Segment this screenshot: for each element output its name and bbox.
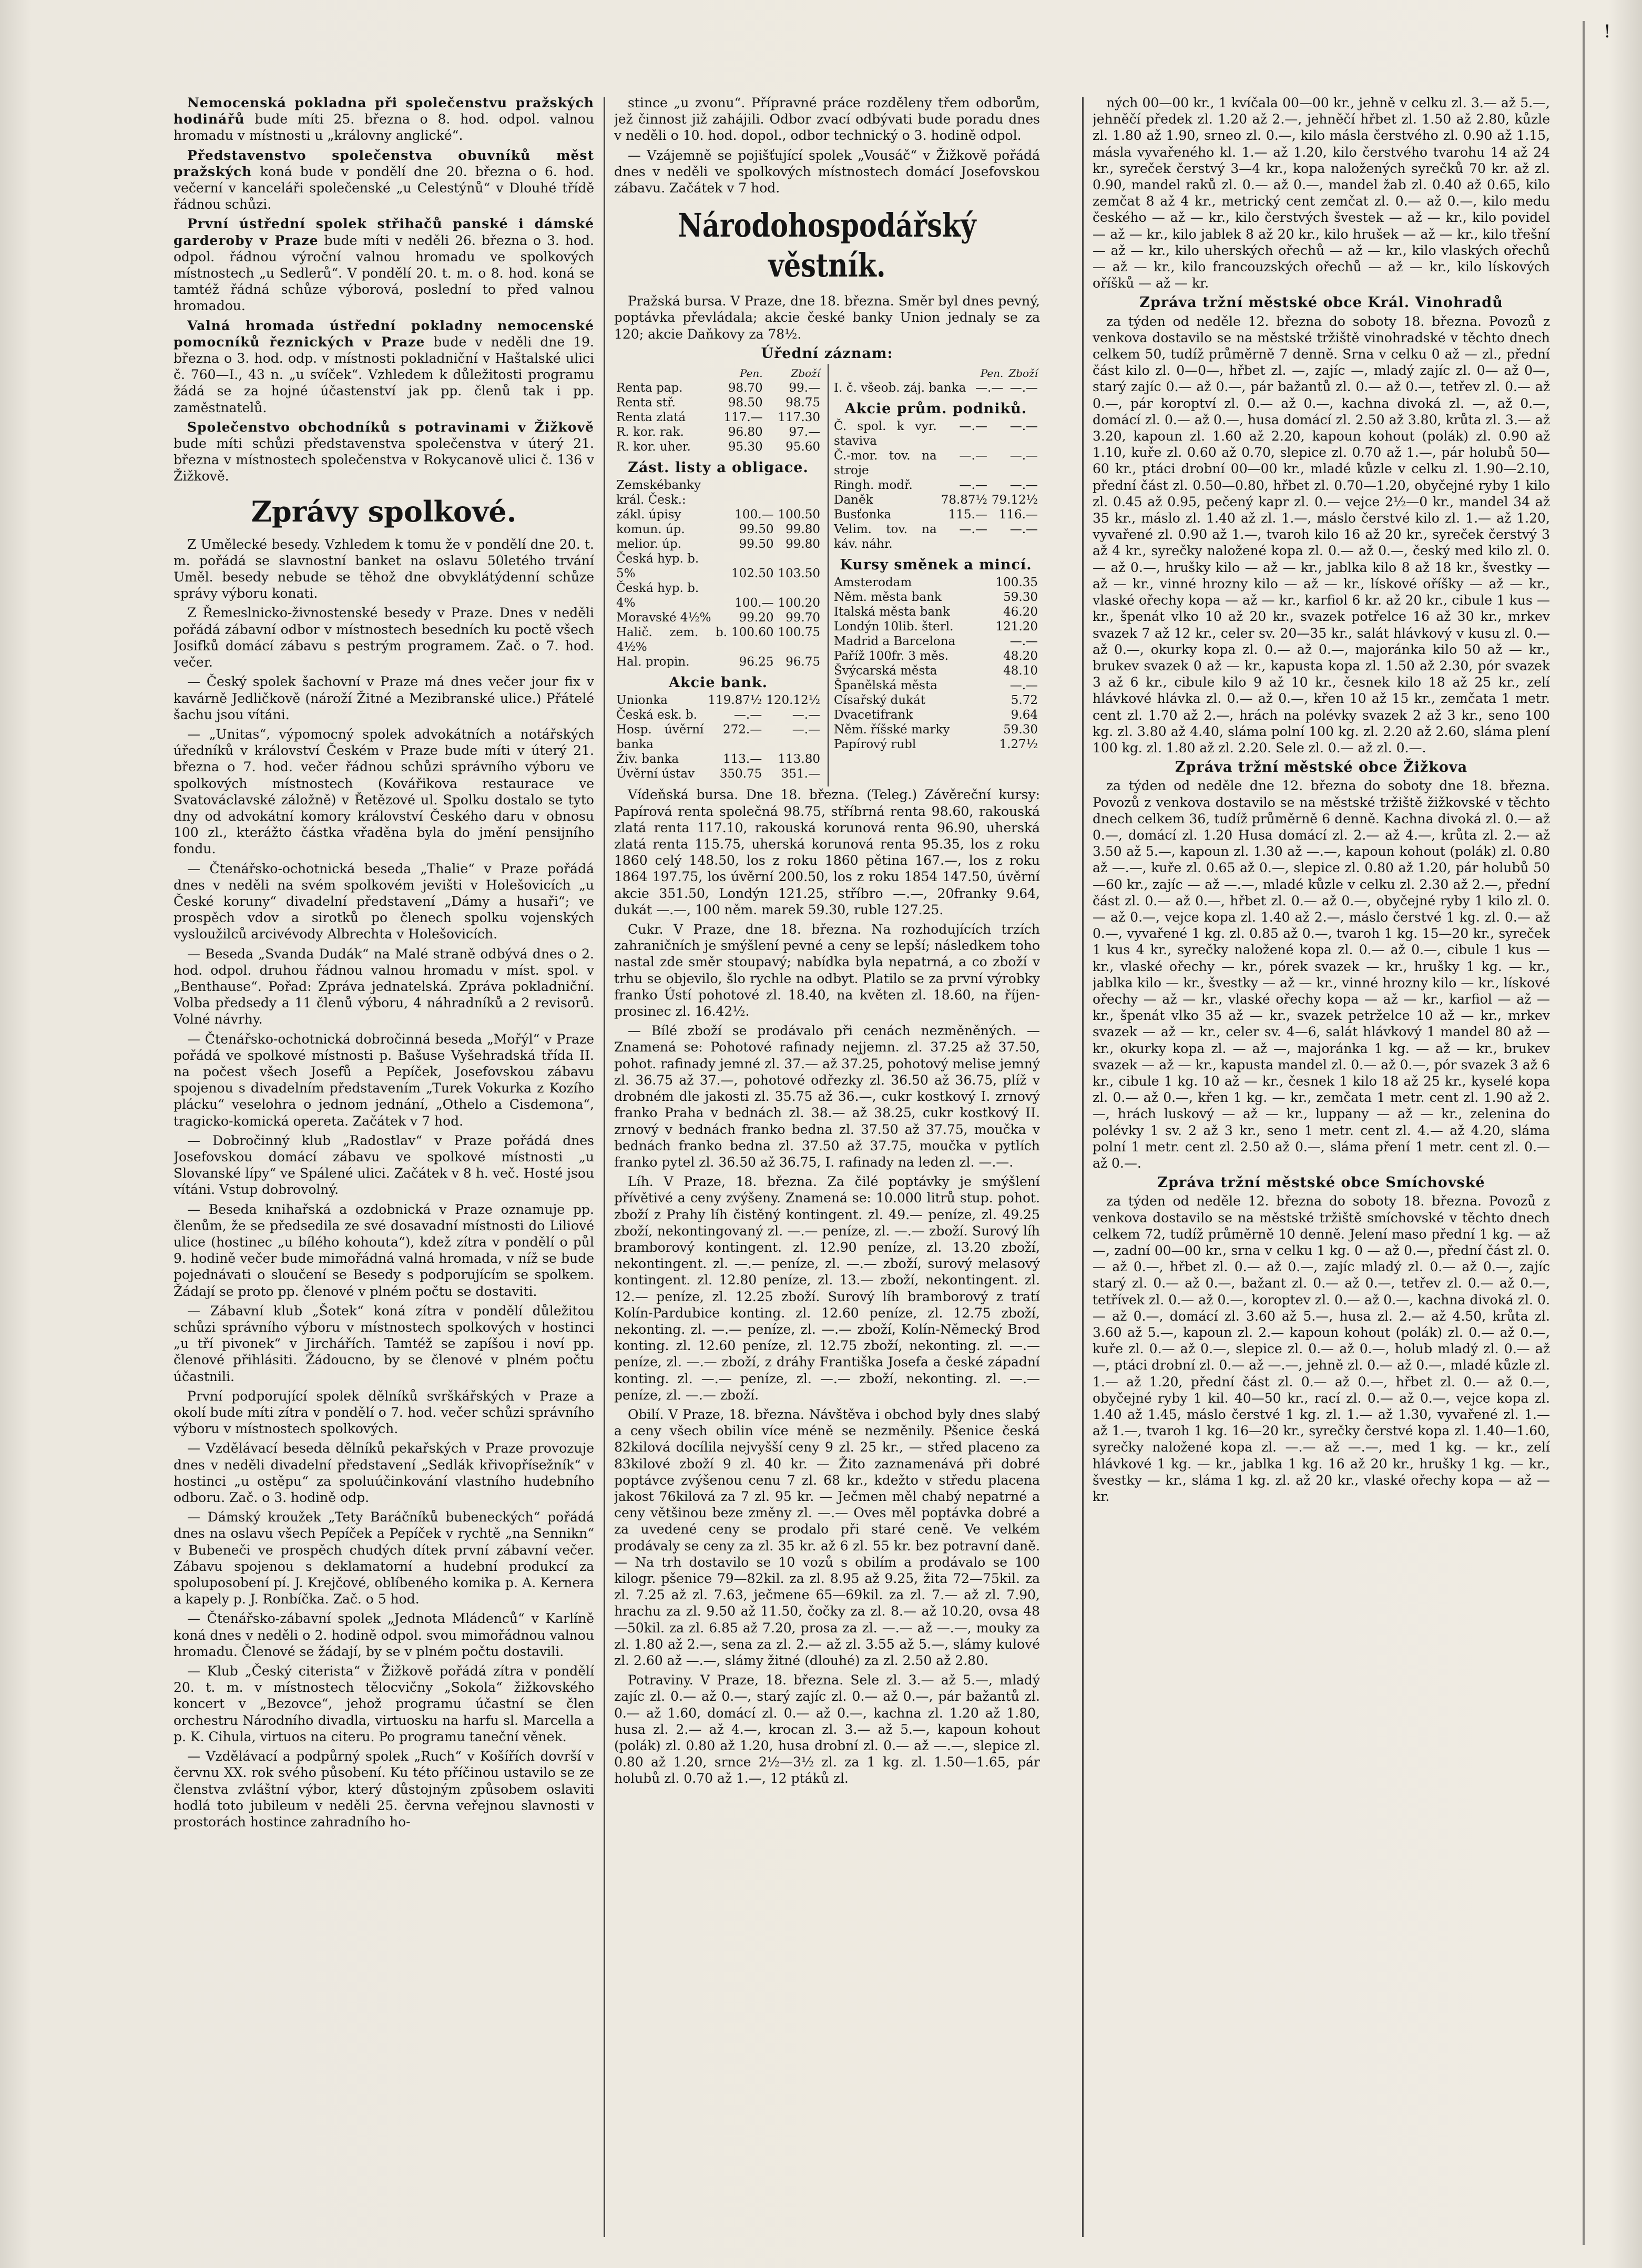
- row-label: Česká hyp. b.: [616, 581, 699, 596]
- quote-value: 115.—: [948, 508, 987, 522]
- notice: [174, 216, 594, 314]
- quote-value: 121.20: [995, 620, 1038, 634]
- table-row: [614, 440, 822, 454]
- quote-value: [980, 575, 985, 590]
- paragraph: — Klub „Český citerista“ v Žižkově pořádá zítra v pondělí 20. t. m. v místnostech tělocvičny „Sokola“ žižkovského koncert v „Bezovce“, jehož programu účastní se člen orchestru Národního divadla, virtuosku na harfu sl. Marcella a p. K. Cihula, virtuos na citeru. Po programu taneční věnek.: [174, 1663, 594, 1744]
- row-label: Španělská města: [834, 679, 937, 693]
- table-row: [614, 752, 822, 767]
- paragraph: stince „u zvonu“. Přípravné práce rozděleny třem odborům, jež činnost již zahájili. Odbor zvací odbývati bude poradu dnes v neděli o 10. hod. dopol., odbor technický o 3. hodině odpol.: [614, 95, 1040, 144]
- quote-value: 100.20: [778, 596, 820, 610]
- row-label: Hosp. úvěrní banka: [616, 723, 704, 752]
- quote-value: [729, 478, 776, 507]
- paragraph: — „Unitas“, výpomocný spolek advokátních a notářských úředníků v království Českém v Praze bude míti v úterý 21. března o 7. hod. večer řádnou schůzi správního výboru ve spolkových místnostech (Kovářikova restaurace ve Svatováclavské záložně) v Řetězové ul. Spolku dostalo se tyto dny od advokátní komory království Českého daru v obnosu 100 zl., kterážto částka vřaděna byla do jmění pensijního fondu.: [174, 726, 594, 857]
- quote-value: 96.75: [786, 655, 820, 669]
- paragraph: Vídeňská bursa. Dne 18. března. (Teleg.) Závěreční kursy: Papírová renta společná 98.75, stříbrná renta 98.60, rakouská zlatá renta 117.10, rakouská korunová renta 96.90, uherská zlatá renta 115.75, uherská korunová renta 95.35, los z roku 1860 celý 148.50, los z roku 1860 pětina 167.—, los z roku 1864 197.75, los úvěrní 200.50, los z roku 1854 147.50, úvěrní akcie 351.50, Londýn 121.25, stříbro —.—, 20franky 9.64, dukát —.—, 100 něm. marek 59.30, ruble 127.25.: [614, 787, 1040, 917]
- table-row: [614, 596, 822, 610]
- section-heading: Zprávy spolkové.: [251, 494, 517, 528]
- quote-value: 100.—: [735, 596, 774, 610]
- row-label: Něm. města bank: [834, 590, 942, 605]
- column-3: [1093, 95, 1550, 2240]
- paragraph: — Vzdělávací beseda dělníků pekařských v Praze provozuje dnes v neděli divadelní představení „Sedlák křivopřísežník“ v hostinci „u ostěpu“ za spoluúčinkování vlastního hudebního odboru. Zač. o 3. hodině odp.: [174, 1441, 594, 1506]
- table-row: [832, 448, 1040, 478]
- paragraph: za týden od neděle dne 12. března do soboty dne 18. března. Povozů z venkova dostavilo se na městské tržiště žižkovské v těchto dnech celkem 36, tudíž průměrně 6 denně. Kachna divoká zl. 0.— až 0.—, domácí zl. 1.20 Husa domácí zl. 2.— až 4.—, krůta zl. 2.— až 3.50 až 5.—, kapoun zl. 1.30 až —.—, kapoun kohout (polák) zl. 0.80 až —.—, kuře zl. 0.65 až 0.—, slepice zl. 0.80 až 1.20, pár holubů 50—60 kr., zajíc — až —.—, mladé kůzle v celku zl. 2.30 až 2.—, přední část zl. 0.— až 0.—, hřbet zl. 0.— až 0.—, obyčejné ryby 1 kilo zl. 0.— až 0.—, vejce kopa zl. 1.40 až 2.—, máslo čerstvé 1 kg. zl. 0.— až 0.—, vyvařené 1 kg. zl. 0.85 až 0.—, tvaroh 1 kg. 15—20 kr., syreček 1 kus 4 kr., syrečky naložené kopa zl. 0.— až 0.—, cibule 1 kus — kr., vlaské ořechy — kr., pórek svazek — kr., hrušky 1 kg. — kr., jablka kilo — kr., švestky — až — kr., vinné hrozny kilo — kr., lískové ořechy — až — kr., vlaské ořechy kopa — až — kr., karfiol — až — kr., špenát vlko 35 až — kr., svazek petrželce 10 až — kr., mrkev svazek — až — kr., celer sv. 4—6, salát hlávkový 1 mandel 80 až — kr., okurky kopa zl. — až —, majoránka 1 kg. — až — kr., brukev svazek — až — kr., kapusta mandel zl. 0.— až 0.—, pór svazek 3 až 6 kr., cibule 1 kg. 10 až — kr., česnek 1 kilo 18 až 25 kr., kyselé kopa zl. 0.— až 0.—, křen 1 kg. — kr., zemčata 1 metr. cent zl. 1.90 až 2.—, hrách luskový — až — kr., luppany — až — kr., zelenina do polévky 1 sv. 2 až 3 kr., seno 1 metr. cent zl. 4.— až 4.20, sláma polní 1 metr. cent zl. 2.50 až 0.—, sláma pření 1 metr. cent zl. 0.— až 0.—.: [1093, 778, 1550, 1171]
- row-label: 4%: [616, 596, 636, 610]
- quote-value: 98.50: [728, 396, 763, 410]
- quote-value: 117.—: [723, 411, 763, 425]
- quote-value: —.—: [792, 723, 820, 737]
- table-row: [832, 493, 1040, 507]
- row-label: Busťonka: [834, 508, 892, 522]
- paragraph: za týden od neděle 12. března do soboty 18. března. Povozů z venkova dostavilo se na městské tržiště smíchovské v těchto dnech celkem 72, tudíž průměrně 10 denně. Jelení maso přední 1 kg. — až —, zadní 00—00 kr., srna v celku 1 kg. 0 — až 0.—, přední část zl. 0.— až 0.—, hřbet zl. 0.— až 0.—, zajíc mladý zl. 0.— až 0.—, zajíc starý zl. 0.— až 0.—, bažant zl. 0.— až 0.—, tetřev zl. 0.— až 0.—, tetřívek zl. 0.— až 0.—, koroptev zl. 0.— až 0.—, kachna divoká zl. 0.— až 0.—, domácí zl. 3.60 až 5.—, husa zl. 2.— až 4.50, krůta zl. 3.60 až 5.—, kapoun zl. 2.— kapoun kohout (polák) zl. 0.— až 0.—, kuře zl. 0.— až 0.—, slepice zl. 0.— až 0.—, holub mladý zl. 0.— až —, ptáci drobní zl. 0.— až —.—, jehně zl. 0.— až 0.—, mladé kůzle zl. 1.— až 1.20, přední část zl. 0.— až 0.—, hřbet zl. 0.— až 0.—, obyčejné ryby 1 kil. 40—50 kr., rací zl. 0.— až 0.—, vejce kopa zl. 1.40 až 1.45, máslo čerstvé 1 kg. zl. 1.— až 1.30, vyvařené zl. 1.— až 1.—, tvaroh 1 kg. 16—20 kr., syrečky čerstvé kopa zl. 1.40—1.60, syrečky naložené kopa zl. —.— až —.—, med 1 kg. — kr., zelí hlávkové 1 kg. — kr., jablka 1 kg. 16 až 20 kr., hrušky 1 kg. — kr., švestky — kr., sláma 1 kg. zl. až 20 kr., vlaské ořechy kopa — až — kr.: [1093, 1193, 1550, 1505]
- paragraph: Potraviny. V Praze, 18. března. Sele zl. 3.— až 5.—, mladý zajíc zl. 0.— až 0.—, starý zajíc zl. 0.— až 0.—, pár bažantů zl. 0.— až 1.60, domácí zl. 0.— až 0.—, kachna zl. 1.20 až 1.80, husa zl. 2.— až 4.—, krocan zl. 3.— až 5.—, kapoun kohout (polák) zl. 0.80 až 1.20, husa drobní zl. 0.— až —.—, slepice zl. 0.80 až 1.20, srnce 2½—3½ zl. za 1 kg. zl. 1.50—1.65, pár holubů zl. 0.70 až 1.—, 12 ptáků zl.: [614, 1672, 1040, 1786]
- quote-value: [980, 722, 985, 737]
- notice: [174, 318, 594, 416]
- quote-value: 117.30: [778, 411, 820, 425]
- row-label: Dvacetifrank: [834, 708, 913, 722]
- row-label: Paříž 100fr. 3 měs.: [834, 649, 949, 663]
- quote-value: 5.72: [1011, 693, 1038, 708]
- quote-value: 59.30: [1003, 590, 1038, 605]
- table-row: [832, 678, 1040, 693]
- row-label: Daněk: [834, 493, 873, 507]
- quote-value: [776, 551, 822, 566]
- table-row: [614, 708, 822, 722]
- quote-value: —.—: [1009, 478, 1038, 493]
- quote-value: 98.70: [728, 381, 763, 395]
- row-label: Hal. propin.: [616, 655, 690, 669]
- quote-value: —.—: [975, 381, 1004, 395]
- quote-value: [980, 663, 985, 678]
- notice: [174, 419, 594, 485]
- quote-value: 98.75: [786, 396, 820, 410]
- table-row: [614, 722, 822, 752]
- quote-value: 272.—: [723, 723, 762, 737]
- quote-value: 100.35: [995, 576, 1038, 590]
- notice-title: Společenstvo obchodníků s potravinami v Žižkově: [187, 419, 594, 435]
- row-label: Halič. zem. b. 4½%: [616, 626, 728, 655]
- table-row: [614, 767, 822, 781]
- quote-value: 48.20: [1003, 649, 1038, 663]
- row-label: Něm. říšské marky: [834, 723, 950, 737]
- quote-value: —.—: [792, 708, 820, 722]
- quote-value: 48.10: [1003, 664, 1038, 678]
- table-row: [832, 381, 1040, 395]
- quote-value: 113.—: [723, 752, 762, 767]
- quote-value: 99.20: [739, 611, 774, 625]
- paragraph: — Beseda „Svanda Dudák“ na Malé straně odbývá dnes o 2. hod. odpol. druhou řádnou valnou hromadu v míst. spol. v „Benthause“. Pořad: Zpráva jednatelská. Zpráva pokladniční. Volba předsedy a 11 členů výboru, 4 náhradníků a 2 revisorů. Volné návrhy.: [174, 946, 594, 1027]
- quote-value: 351.—: [781, 767, 820, 781]
- paragraph: — Čtenářsko-zábavní spolek „Jednota Mládenců“ v Karlíně koná dnes v neděli o 2. hodině odpol. svou mimořádnou valnou hromadu. Členové se žádají, by se v plném počtu dostavili.: [174, 1611, 594, 1659]
- row-label: Papírový rubl: [834, 738, 916, 752]
- row-label: zákl. úpisy: [616, 508, 681, 522]
- row-label: [614, 366, 711, 381]
- quote-value: 99.70: [786, 611, 820, 625]
- quote-value: 1.27½: [999, 738, 1038, 752]
- row-label: melior. úp.: [616, 537, 681, 551]
- paragraph: — Český spolek šachovní v Praze má dnes večer jour fix v kavárně Jedličkově (nároží Žitné a Mezibranské ulice.) Přátelé šachu jsou vítáni.: [174, 674, 594, 722]
- section-heading: Národohospodářský věstník.: [678, 206, 976, 285]
- quote-value: —.—: [1009, 635, 1038, 649]
- row-label: [832, 366, 972, 381]
- paragraph: — Zábavní klub „Šotek“ koná zítra v pondělí důležitou schůzi správního výboru v místnostech spolkových v hostinci „u tří pivonek“ v Jirchářích. Tamtéž se zapíšou i noví pp. členové přihlásiti. Žádoucno, by se členové v plném počtu účastnili.: [174, 1303, 594, 1384]
- quote-value: Pen.: [740, 367, 763, 380]
- row-label: Italská města bank: [834, 605, 950, 619]
- bond-table: [614, 366, 822, 454]
- row-label: Česká esk. b.: [616, 708, 697, 722]
- quote-value: 9.64: [1011, 708, 1038, 722]
- quote-value: 96.80: [728, 425, 763, 440]
- row-label: Česká hyp. b.: [616, 552, 699, 566]
- table-row: [832, 663, 1040, 678]
- quote-value: —.—: [1009, 420, 1038, 434]
- quote-value: 116.—: [998, 508, 1038, 522]
- table-row: [614, 522, 822, 537]
- table-row: [832, 575, 1040, 590]
- quote-table-right: [828, 364, 1040, 786]
- paragraph: — Dobročinný klub „Radostlav“ v Praze pořádá dnes Josefovskou domácí zábavu ve spolkové místnosti „u Slovanské lípy“ ve Spálené ulici. Začátek v 8 h. več. Hosté jsou vítáni. Vstup dobrovolný.: [174, 1132, 594, 1198]
- quote-value: [980, 605, 985, 619]
- quote-value: [729, 581, 776, 596]
- table-subheading: Akcie bank.: [668, 675, 768, 691]
- row-label: Renta zlatá: [616, 411, 686, 425]
- quote-value: 99.—: [789, 381, 820, 395]
- table-row: [832, 522, 1040, 551]
- table-row: [614, 581, 822, 596]
- table-row: [832, 419, 1040, 448]
- paragraph: — Beseda knihařská a ozdobnická v Praze oznamuje pp. členům, že se předsedila ze své dosavadní místnosti do Liliové ulice (hostinec „u bílého kohouta“), kdež zítra v pondělí o půl 9. hodině večer bude mimořádná valná hromada, v níž se bude pojednávati o sloučení se Besedy s podporujícím se spolkem. Žádají se proto pp. členové v plném počtu se dostaviti.: [174, 1201, 594, 1299]
- table-row: [614, 425, 822, 440]
- quote-value: 95.60: [786, 440, 820, 454]
- row-label: Č.-mor. tov. na stroje: [834, 449, 937, 478]
- table-row: [614, 537, 822, 551]
- quote-value: 100.75: [778, 626, 820, 640]
- bank-table: [832, 366, 1040, 395]
- table-row: [832, 649, 1040, 663]
- paragraph: Cukr. V Praze, dne 18. března. Na rozhodujících trzích zahraničních je smýšlení pevné a ceny se lepší; následkem toho nastal zde směr stoupavý; nabídka byla nepatrná, a co zboží v trhu se objevilo, šlo rychle na odbyt. Platilo se za první výrobky franko Ústí pohotové zl. 18.40, na květen zl. 18.60, na říjen-prosinec zl. 16.42½.: [614, 922, 1040, 1019]
- quote-value: 79.12½: [991, 493, 1038, 507]
- notice: [174, 147, 594, 213]
- obligations-table: [614, 478, 822, 669]
- page-edge-rule: [1583, 21, 1585, 2245]
- quote-value: 100.50: [778, 508, 820, 522]
- quote-value: 102.50: [731, 567, 774, 581]
- quote-value: [776, 581, 822, 596]
- row-label: Moravské 4½%: [616, 611, 711, 625]
- quote-value: 99.80: [786, 523, 820, 537]
- paragraph: — Čtenářsko-ochotnická dobročinná beseda „Mořýl“ v Praze pořádá ve spolkové místnosti p. Bašuse Vyšehradská třída II. na počest všech Josefů a Pepíček, Josefovskou zábavu spojenou s divadelním představením „Turek Vokurka z Kozího plácku“ veselohra o jednom jednání, „Othelo a Cisdemona“, tragicko-komická opereta. Začátek v 7 hod.: [174, 1031, 594, 1129]
- paragraph: — Bílé zboží se prodávalo při cenách nezměněných. — Znamená se: Pohotové rafinady nejjemn. zl. 37.25 až 37.50, pohot. rafinady jemné zl. 37.— až 37.25, pohotový melise jemný zl. 36.75 až 37.—, pohotové odřezky zl. 36.50 až 36.75, plíž v drobném dle jakosti zl. 35.75 až 36.—, cukr kostkový I. zrnový franko Praha v bednách zl. 38.— až 38.25, cukr kostkový II. zrnový v bednách franko bedna zl. 37.50 až 37.75, moučka v bednách franko bedna zl. 37.50 až 37.75, moučka v pytlích franko pytel zl. 36.50 až 36.75, I. rafinady na leden zl. —.—.: [614, 1023, 1040, 1170]
- quote-value: 96.25: [739, 655, 774, 669]
- quote-value: 100.—: [735, 508, 774, 522]
- table-row: [614, 551, 822, 566]
- table-row: [614, 478, 822, 507]
- row-label: Londýn 10lib. šterl.: [834, 620, 954, 634]
- row-label: Č. spol. k vyr. staviva: [834, 420, 937, 448]
- quote-value: 113.80: [778, 752, 820, 767]
- paragraph: — Vzdělávací a podpůrný spolek „Ruch“ v Košířích dovrší v červnu XX. rok svého působení. Ku této příčinou ustavilo se ze členstva zvláštní výbor, který důstojným způsobem oslaviti hodlá toto jubileum v neděli 25. června veřejnou slavnosti v prostorách hostince zahradního ho-: [174, 1749, 594, 1830]
- table-row: [614, 566, 822, 581]
- row-label: Renta stř.: [616, 396, 676, 410]
- market-report-heading: Zpráva tržní městské obce Král. Vinohradů: [1139, 294, 1503, 311]
- table-row: [832, 590, 1040, 605]
- paragraph: — Čtenářsko-ochotnická beseda „Thalie“ v Praze pořádá dnes v neděli na svém spolkovém jevišti v Holešovicích „u České koruny“ divadelní představení „Dámy a husaři“; ve prospěch vdov a sirotků po členech spolku vojenských vysloužilců arcivévody Albrechta v Holešovicích.: [174, 861, 594, 942]
- quote-value: —.—: [1009, 381, 1038, 395]
- table-row: [832, 693, 1040, 708]
- column-rule: [604, 97, 605, 2237]
- quote-table-title: Úřední záznam:: [761, 345, 893, 362]
- row-label: Švýcarská města: [834, 664, 937, 678]
- quote-value: 97.—: [789, 425, 820, 440]
- notice-text: bude míti 25. března o 8. hod. odpol. valnou hromadu v místnosti u „královny anglické“.: [174, 111, 594, 144]
- quote-tables: [614, 364, 1040, 786]
- notice-title: Valná hromada ústřední pokladny nemocenské pomocníků řeznických v Praze: [174, 318, 594, 350]
- paragraph: Z Umělecké besedy. Vzhledem k tomu že v pondělí dne 20. t. m. pořádá se slavnostní banket na oslavu 50letého trvání Uměl. besedy nebude se těhož dne obvyklátýdenní schůze správy výboru konati.: [174, 536, 594, 601]
- row-label: Amsterodam: [834, 576, 912, 590]
- notice-text: bude v neděli dne 19. března o 3. hod. odp. v místnosti pokladniční v Haštalské ulici č. 760—I., 43 n. „u svíček“. Vzhledem k důležitosti programu žádá se za hojné účastenství jak pp. členů tak i pp. zaměstnatelů.: [174, 334, 594, 415]
- quote-value: 103.50: [778, 567, 820, 581]
- row-label: Zemskébanky král. Česk.:: [616, 478, 701, 507]
- row-label: R. kor. uher.: [616, 440, 691, 454]
- column-1: [174, 95, 594, 2240]
- quote-value: [776, 478, 822, 507]
- bank-shares-table: [614, 693, 822, 781]
- quote-value: Zboží: [791, 367, 820, 380]
- market-report-heading: Zpráva tržní městské obce Smíchovské: [1157, 1174, 1485, 1191]
- quote-value: —.—: [733, 708, 762, 722]
- table-subheading: Akcie prům. podniků.: [844, 401, 1027, 417]
- notice-title: Nemocenská pokladna při společenstvu pražských hodinářů: [174, 95, 594, 127]
- notice-title: Představenstvo společenstva obuvníků měst pražských: [174, 147, 594, 179]
- paragraph: ných 00—00 kr., 1 kvíčala 00—00 kr., jehně v celku zl. 3.— až 5.—, jehněčí předek zl. 1.20 až 2.—, jehněčí hřbet zl. 1.50 až 2.80, kůzle zl. 1.80 až 1.90, srneo zl. 0.—, kilo másla čerstvého zl. 0.90 až 1.15, másla vyvařeného kl. 1.— až 1.20, kilo čerstvého tvarohu 14 až 24 kr., syreček čerstvý 3—4 kr., kopa naložených syrečků 70 kr. až zl. 0.90, mandel raků zl. 0.— až 0.—, mandel žab zl. 0.40 až 0.65, kilo zemčat 8 až 4 kr., metrický cent zemčat zl. 0.— až 0.—, kilo medu českého — až — kr., kilo čerstvých švestek — až — kr., kilo povidel — až — kr., kilo jablek 8 až 20 kr., kilo hrušek — až — kr., kilo třešní — až — kr., kilo uherských ořechů — až — kr., kilo vlaských ořechů — až — kr., kilo francouzských ořechů — až — kr., kilo lískových oříšků — až — kr.: [1093, 95, 1550, 291]
- table-row: [614, 625, 822, 655]
- quote-value: 59.30: [1003, 723, 1038, 737]
- table-row: [614, 381, 822, 395]
- exchange-rates-table: [832, 575, 1040, 752]
- row-label: komun. úp.: [616, 523, 685, 537]
- row-label: R. kor. rak.: [616, 425, 684, 440]
- column-2: [614, 95, 1040, 2240]
- paragraph: Pražská bursa. V Praze, dne 18. března. Směr byl dnes pevný, poptávka převládala; akcie české banky Union jednaly se za 120; akcie Daňkovy za 78½.: [614, 293, 1040, 342]
- quote-value: [980, 708, 985, 722]
- paragraph: První podporující spolek dělníků svrškářských v Praze a okolí bude míti zítra v pondělí o 7. hod. večer schůzi správního výboru v místnostech spolkových.: [174, 1388, 594, 1437]
- quote-value: 99.50: [739, 537, 774, 551]
- notice-text: koná bude v pondělí dne 20. března o 6. hod. večerní v kanceláři společenské „u Celestýnů“ v Dlouhé třídě řádnou schůzi.: [174, 164, 594, 212]
- quote-value: 119.87½: [708, 693, 762, 708]
- row-label: Ringh. modř.: [834, 478, 913, 493]
- notice-text: bude míti v neděli 26. března o 3. hod. odpol. řádnou výroční valnou hromadu ve spolkových místnostech „u Sedlerů“. V pondělí 20. t. m. o 8. hod. koná se tamtéž řádná schůze výborová, poslední to před valnou hromadou.: [174, 232, 594, 314]
- table-row: [832, 634, 1040, 649]
- quote-value: —.—: [1009, 449, 1038, 463]
- table-header-row: [614, 366, 822, 381]
- quote-value: [980, 678, 985, 693]
- table-row: [614, 610, 822, 625]
- table-row: [614, 507, 822, 522]
- table-header-row: [832, 366, 1040, 381]
- paragraph: za týden od neděle 12. března do soboty 18. března. Povozů z venkova dostavilo se na městské tržiště vinohradské v těchto dnech celkem 50, tudíž průměrně 7 denně. Srna v celku 0 až — zl., přední část kilo zl. 0—0—, hřbet zl. —, zajíc —, mladý zajíc zl. 0— až 0—, starý zajíc 0.— až 0.—, pár bažantů zl. 0.— až 0.—, tetřev zl. 0.— až 0.—, pár koroptví zl. 0.— až 0.—, kachna divoká zl. —, až 0.—, domácí zl. 0.— až 0.—, husa domácí zl. 2.50 až 3.80, krůta zl. 3.— až 3.20, kapoun zl. 1.60 až 2.20, kapoun kohout (polák) zl. 0.90 až 1.10, kuře zl. 0.60 až 0.70, slepice zl. 0.70 až 1.—, pár holubů 50—60 kr., ptáci drobní 00—00 kr., mladé kůzle v celku zl. 1.90—2.10, přední část zl. 0.50—0.80, hřbet zl. 0.70—1.20, obyčejné ryby 1 kilo zl. 0.45 až 0.95, pečený kapr zl. 0.— vejce 2½—0 kr., mandel 34 až 35 kr., máslo zl. 1.40 až zl. 1.—, máslo čerstvé kilo zl. 1.— až 1.20, vyvařené zl. 0.90 až 1.—, tvaroh kilo 16 až 20 kr., syreček čerstvý 3 až 4 kr., syrečky naložené kopa zl. 0.— až 0.—, český med kilo zl. 0.— až 0.—, hrušky kilo — až — kr., jablka kilo 8 až 18 kr., švestky — až — kr., vinné hrozny kilo — až — kr., lískové oříšky — až — kr., vlaské ořechy kopa — až — kr., karfiol 6 kr. až 20 kr., cibule 1 kus — kr., špenát vlko 10 až 20 kr., svazek potřelce 16 až 30 kr., mrkev svazek 7 až 12 kr., celer sv. 20—35 kr., salát hlávkový v kusu zl. 0.— až 0.—, okurky kopa zl. 0.— až 0.—, majoránka kilo 50 až — kr., brukev svazek 0 až — kr., kapusta kopa zl. 1.50 až 2.30, pór svazek 3 až 6 kr., cibule kilo 9 až 10 kr., česnek kilo 18 až 25 kr., zelí hlávkové hlávka zl. 0.— až 0.—, křen 10 až 15 kr., zemčata 1 metr. cent zl. 1.70 až 2.—, hrách na polévky svazek 2 až 3 kr., seno 100 kg. zl. 3.80 až 4.40, sláma polní 100 kg. zl. 2.20 až 2.60, sláma plení 100 kg. zl. 1.80 až zl. 2.20. Sele zl. 0.— až zl. 0.—.: [1093, 313, 1550, 755]
- quote-value: [980, 619, 985, 634]
- quote-value: —.—: [959, 523, 987, 537]
- quote-value: —.—: [959, 420, 987, 434]
- row-label: 5%: [616, 567, 636, 581]
- table-row: [614, 655, 822, 669]
- table-row: [832, 737, 1040, 752]
- quote-value: [980, 590, 985, 605]
- table-subheading: Zást. listy a obligace.: [628, 459, 809, 476]
- corner-mark: !: [1604, 21, 1611, 42]
- quote-value: 78.87½: [941, 493, 987, 507]
- quote-table-left: [614, 364, 822, 786]
- paragraph: — Vzájemně se pojišťující spolek „Vousáč“ v Žižkově pořádá dnes v neděli ve spolkových místnostech domácí Josefovskou zábavu. Začátek v 7 hod.: [614, 147, 1040, 196]
- column-rule: [1082, 97, 1084, 2237]
- row-label: Madrid a Barcelona: [834, 635, 956, 649]
- row-label: Renta pap.: [616, 381, 683, 395]
- quote-value: 46.20: [1003, 605, 1038, 619]
- industry-shares-table: [832, 419, 1040, 551]
- quote-value: [980, 634, 985, 649]
- quote-value: [980, 737, 985, 752]
- table-row: [832, 478, 1040, 493]
- quote-value: 120.12½: [766, 693, 820, 708]
- notice-title: První ústřední spolek střihačů panské i dámské garderoby v Praze: [174, 216, 594, 248]
- row-label: Císařský dukát: [834, 693, 925, 708]
- quote-value: —.—: [959, 449, 987, 463]
- table-row: [832, 722, 1040, 737]
- table-row: [832, 507, 1040, 522]
- table-row: [614, 693, 822, 708]
- row-label: Velim. tov. na káv. náhr.: [834, 523, 937, 551]
- quote-value: 99.50: [739, 523, 774, 537]
- quote-value: Pen.: [980, 367, 1004, 380]
- row-label: I. č. všeob. záj. banka: [834, 381, 966, 395]
- row-label: Úvěrní ústav: [616, 767, 695, 781]
- paragraph: Obilí. V Praze, 18. března. Návštěva i obchod byly dnes slabý a ceny všech obilin více méně se nezměnily. Pšenice česká 82kilová docílila nejvyšší ceny 9 zl. 25 kr., — střed placeno za 83kilové zboží 9 zl. 40 kr. — Žito zaznamenává při dobré poptávce zvýšenou cenu 7 zl. 68 kr., kdežto v středu placena jakost 76kilová za 7 zl. 95 kr. — Ječmen měl chabý nepatrné a ceny většinou beze změny zl. —.— Oves měl poptávka dobré a za uvedené ceny se prodalo při staré ceně. Ve velkém prodávaly se ceny za zl. 35 kr. až 6 zl. 55 kr. bez potravní daně. — Na trh dostavilo se 10 vozů s obilím a prodávalo se 100 kilogr. pšenice 79—82kil. za zl. 8.95 až 9.25, žita 72—75kil. za zl. 7.25 až zl. 7.63, ječmene 65—69kil. za zl. 7.— až zl. 7.90, hrachu za zl. 9.50 až 11.50, čočky za zl. 8.— až 10.20, ovsa 48—50kil. za zl. 6.85 až 7.20, prosa za zl. —.— až —.—, mouky za zl. 1.80 až 2.—, sena za zl. 2.— až zl. 3.55 až 5.—, slámy kulové zl. 2.60 až —.—, slámy žitné (dlouhé) za zl. 2.50 až 2.80.: [614, 1406, 1040, 1668]
- quote-value: —.—: [1009, 679, 1038, 693]
- row-label: Unionka: [616, 693, 668, 708]
- quote-value: Zboží: [1008, 367, 1038, 380]
- quote-value: [729, 551, 776, 566]
- quote-value: 99.80: [786, 537, 820, 551]
- paragraph: Líh. V Praze, 18. března. Za čilé poptávky je smýšlení přívětivé a ceny zvýšeny. Znamená se: 10.000 litrů stup. pohot. zboží z Prahy líh čistěný kontingent. zl. 49.— peníze, zl. 49.25 zboží, nekontingovaný zl. —.— peníze, zl. —.— zboží. Surový líh bramborový kontingent. zl. 12.90 peníze, zl. 13.20 zboží, nekontingent. zl. —.— peníze, zl. —.— zboží, surový melasový kontingent. zl. 12.80 peníze, zl. 13.— zboží, nekontingent. zl. 12.— peníze, zl. 12.25 zboží. Surový líh bramborový z tratí Kolín-Pardubice konting. zl. 12.60 peníze, zl. 12.75 zboží, nekonting. zl. —.— peníze, zl. —.— zboží, Kolín-Německý Brod konting. zl. 12.60 peníze, zl. 12.75 zboží, nekonting. zl. —.— peníze, zl. —.— zboží, z dráhy Františka Josefa a české západní konting. zl. —.— peníze, zl. —.— zboží, nekonting. zl. —.— peníze, zl. —.— zboží.: [614, 1174, 1040, 1403]
- table-row: [614, 410, 822, 425]
- quote-value: 95.30: [728, 440, 763, 454]
- table-row: [832, 605, 1040, 619]
- quote-value: 350.75: [719, 767, 762, 781]
- paragraph: — Dámský kroužek „Tety Baráčníků bubeneckých“ pořádá dnes na oslavu všech Pepíček a Pepíček v rychtě „na Sennikn“ v Bubeneči ve prospěch chudých dítek první zábavní večer. Zábavu spojenou s deklamatorní a hudební produkcí za spoluposobení pí. J. Krejčové, oblíbeného komika p. A. Kernera a kapely p. J. Ronbíčka. Zač. o 5 hod.: [174, 1509, 594, 1607]
- table-row: [832, 619, 1040, 634]
- quote-value: 100.60: [731, 626, 774, 640]
- market-report-heading: Zpráva tržní městské obce Žižkova: [1175, 759, 1468, 776]
- paragraph: Z Řemeslnicko-živnostenské besedy v Praze. Dnes v neděli pořádá zábavní odbor v místnostech besedních ku poctě všech Josifků domácí zábavu s pestrým programem. Zač. o 7. hod. večer.: [174, 605, 594, 670]
- quote-value: [980, 649, 985, 663]
- table-row: [614, 395, 822, 410]
- notice-text: bude míti schůzi představenstva společenstva v úterý 21. března v místnostech společenstva v Rokycanově ulici č. 136 v Žižkově.: [174, 436, 594, 484]
- quote-value: [980, 693, 985, 708]
- row-label: Živ. banka: [616, 752, 679, 767]
- table-subheading: Kursy směnek a mincí.: [840, 557, 1032, 574]
- quote-value: —.—: [1009, 523, 1038, 537]
- quote-value: —.—: [959, 478, 987, 493]
- table-row: [832, 708, 1040, 722]
- notice: [174, 95, 594, 144]
